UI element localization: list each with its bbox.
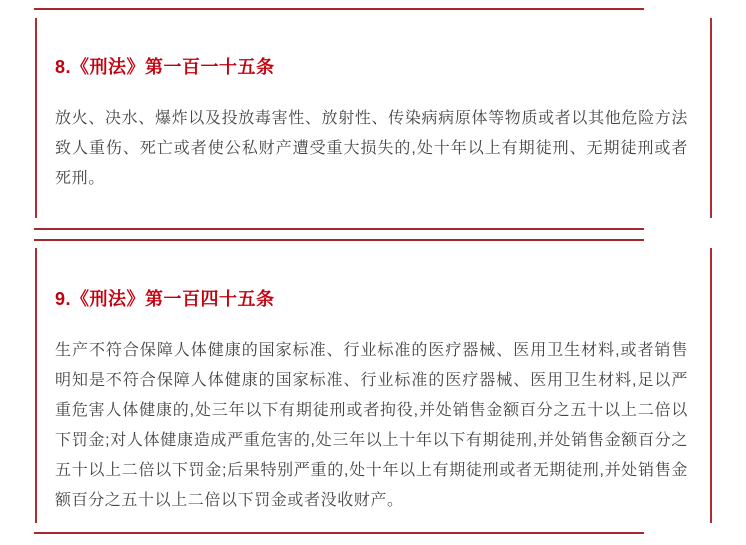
box1-bottom-line [34,228,644,230]
law-section-article-115 [55,55,688,194]
box2-right-line [710,248,712,523]
box2-top-line [34,239,644,241]
law-article-115-body: 放火、决水、爆炸以及投放毒害性、放射性、传染病病原体等物质或者以其他危险方法致人重伤、死亡或者使公私财产遭受重大损失的,处十年以上有期徒刑、无期徒刑或者死刑。 [55,110,688,187]
law-article-145-body: 生产不符合保障人体健康的国家标准、行业标准的医疗器械、医用卫生材料,或者销售明知是不符合保障人体健康的国家标准、行业标准的医疗器械、医用卫生材料,足以严重危害人体健康的,处三年以下有期徒刑或者拘役,并处销售金额百分之五十以上二倍以下罚金;对人体健康造成严重危害的,处三年以上十年以下有期徒刑,并处销售金额百分之五十以上二倍以下罚金;后果特别严重的,处十年以上有期徒刑或者无期徒刑,并处销售金额百分之五十以上二倍以下罚金或者没收财产。 [55,342,688,509]
law-article-115-heading: 8.《刑法》第一百一十五条 [55,57,275,77]
box2-left-line [35,248,37,523]
box1-top-line [34,8,644,10]
box1-left-line [35,18,37,218]
box2-bottom-line [34,532,644,534]
law-article-145-heading: 9.《刑法》第一百四十五条 [55,289,275,309]
box1-right-line [710,18,712,218]
law-section-article-145 [55,287,688,516]
